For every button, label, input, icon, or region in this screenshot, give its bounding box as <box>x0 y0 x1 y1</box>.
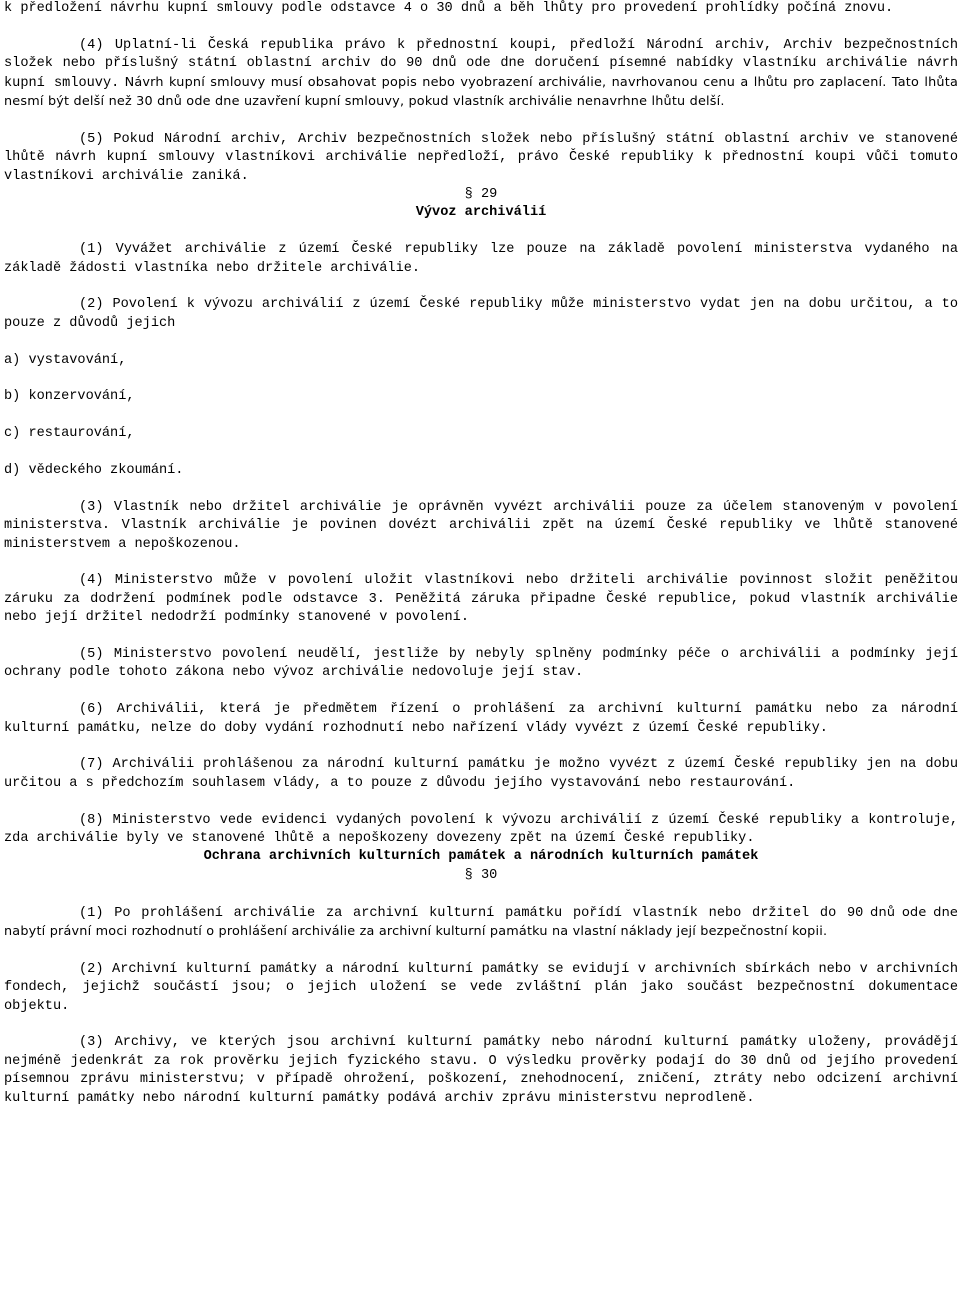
paragraph-30-1-part-b: dnů ode dne nabytí právní moci rozhodnutí o prohlášení archiválie za archivní kulturní památku na vlastní náklady její bezpečnostní kopii. <box>4 904 958 940</box>
paragraph-30-2: (2) Archivní kulturní památky a národní kulturní památky se evidují v archivních sbírkách nebo v archivních fondech, jejichž součástí jsou; o jejich uložení se vede zvláštní plán jako součást bezpečnostní dokumentace objektu. <box>4 961 958 1014</box>
section-29-title: Vývoz archiválií <box>415 205 547 221</box>
paragraph-30-3 <box>4 1034 958 1108</box>
section-29-number: § 29 <box>464 187 498 203</box>
paragraph-28-4-part-a: (4) Uplatní-li Česká republika právo k přednostní koupi, předloží Národní archiv, Archiv bezpečnostních složek nebo příslušný státní oblastní archiv do 90 dnů ode dne doručení písemné nabídky vlastníku archiválie návrh kupní smlouvy. <box>4 37 958 91</box>
paragraph-29-2: (2) Povolení k vývozu archiválií z území České republiky může ministerstvo vydat jen na dobu určitou, a to pouze z důvodů jejich <box>4 297 958 331</box>
paragraph-28-4 <box>4 37 958 113</box>
paragraph-30-3-part-b: O výsledku prověrky podají do 30 dnů od jejího provedení písemnou zprávu ministerstvu; v případě ohrožení, poškození, znehodnocení, zničení, ztráty nebo odcizení archivní kulturní památky nebo národní kulturní památky podává archiv zprávu ministerstvu neprodleně. <box>4 1053 959 1106</box>
paragraph-28-4-part-b: Návrh kupní smlouvy musí obsahovat popis nebo vyobrazení archiválie, navrhovanou cenu a lhůtu pro zaplacení. Tato lhůta nesmí být delší než 30 dnů ode dne uzavření kupní smlouvy, pokud vlastník archiválie nenavrhne lhůtu delší. <box>4 74 958 110</box>
paragraph-29-7: (7) Archiválii prohlášenou za národní kulturní památku je možno vyvézt z území České republiky jen na dobu určitou a s předchozím souhlasem vlády, a to pouze z důvodu jejího vystavování nebo restaurování. <box>4 757 958 791</box>
paragraph-30-3-part-a: (3) Archivy, ve kterých jsou archivní kulturní památky nebo národní kulturní památky uloženy, provádějí nejméně jedenkrát za rok prověrku jejich fyzického stavu. <box>4 1035 958 1069</box>
paragraph-29-3: (3) Vlastník nebo držitel archiválie je oprávněn vyvézt archiválii pouze za účelem stanoveným v povolení ministerstva. Vlastník archiválie je povinen dovézt archiválii zpět na území České republiky ve lhůtě stanovené ministerstvem a nepoškozenou. <box>4 499 958 552</box>
list-item-29-2-d: d) vědeckého zkoumání. <box>4 463 184 479</box>
paragraph-29-5: (5) Ministerstvo povolení neudělí, jestliže by nebyly splněny podmínky péče o archiválii a podmínky její ochrany podle tohoto zákona nebo vývoz archiválie nedovoluje její stav. <box>4 647 958 681</box>
section-30-number: § 30 <box>464 867 498 883</box>
document-page <box>4 0 958 1108</box>
paragraph-30-1 <box>4 904 958 943</box>
paragraph-intro: k předložení návrhu kupní smlouvy podle odstavce 4 o 30 dnů a běh lhůty pro provedení prohlídky počíná znovu. <box>4 1 894 16</box>
list-item-29-2-b: b) konzervování, <box>4 389 135 405</box>
paragraph-29-8: (8) Ministerstvo vede evidenci vydaných povolení k vývozu archiválií z území České republiky a kontroluje, zda archiválie byly ve stanovené lhůtě a nepoškozeny dovezeny zpět na území České republiky. <box>4 812 958 847</box>
list-item-29-2-a: a) vystavování, <box>4 352 127 368</box>
paragraph-29-6: (6) Archiválii, která je předmětem řízení o prohlášení za archivní kulturní památku nebo za národní kulturní památku, nelze do doby vydání rozhodnutí nebo nařízení vlády vyvézt z území České republiky. <box>4 702 958 736</box>
paragraph-28-5: (5) Pokud Národní archiv, Archiv bezpečnostních složek nebo příslušný státní oblastní archiv ve stanovené lhůtě návrh kupní smlouvy vlastníkovi archiválie nepředloží, právo České republiky k přednostní koupi vůči tomuto vlastníkovi archiválie zaniká. <box>4 131 958 184</box>
paragraph-29-4: (4) Ministerstvo může v povolení uložit vlastníkovi nebo držiteli archiválie povinnost složit peněžitou záruku za dodržení podmínek podle odstavce 3. Peněžitá záruka připadne České republice, pokud vlastník archiválie nebo její držitel nedodrží podmínky stanovené v povolení. <box>4 573 958 626</box>
paragraph-29-1: (1) Vyvážet archiválie z území České republiky lze pouze na základě povolení ministerstva vydaného na základě žádosti vlastníka nebo držitele archiválie. <box>4 242 958 276</box>
part-title: Ochrana archivních kulturních památek a národních kulturních památek <box>203 849 759 865</box>
paragraph-30-1-part-a: (1) Po prohlášení archiválie za archivní kulturní památku pořídí vlastník nebo držitel do 90 <box>79 905 864 921</box>
list-item-29-2-c: c) restaurování, <box>4 426 135 442</box>
